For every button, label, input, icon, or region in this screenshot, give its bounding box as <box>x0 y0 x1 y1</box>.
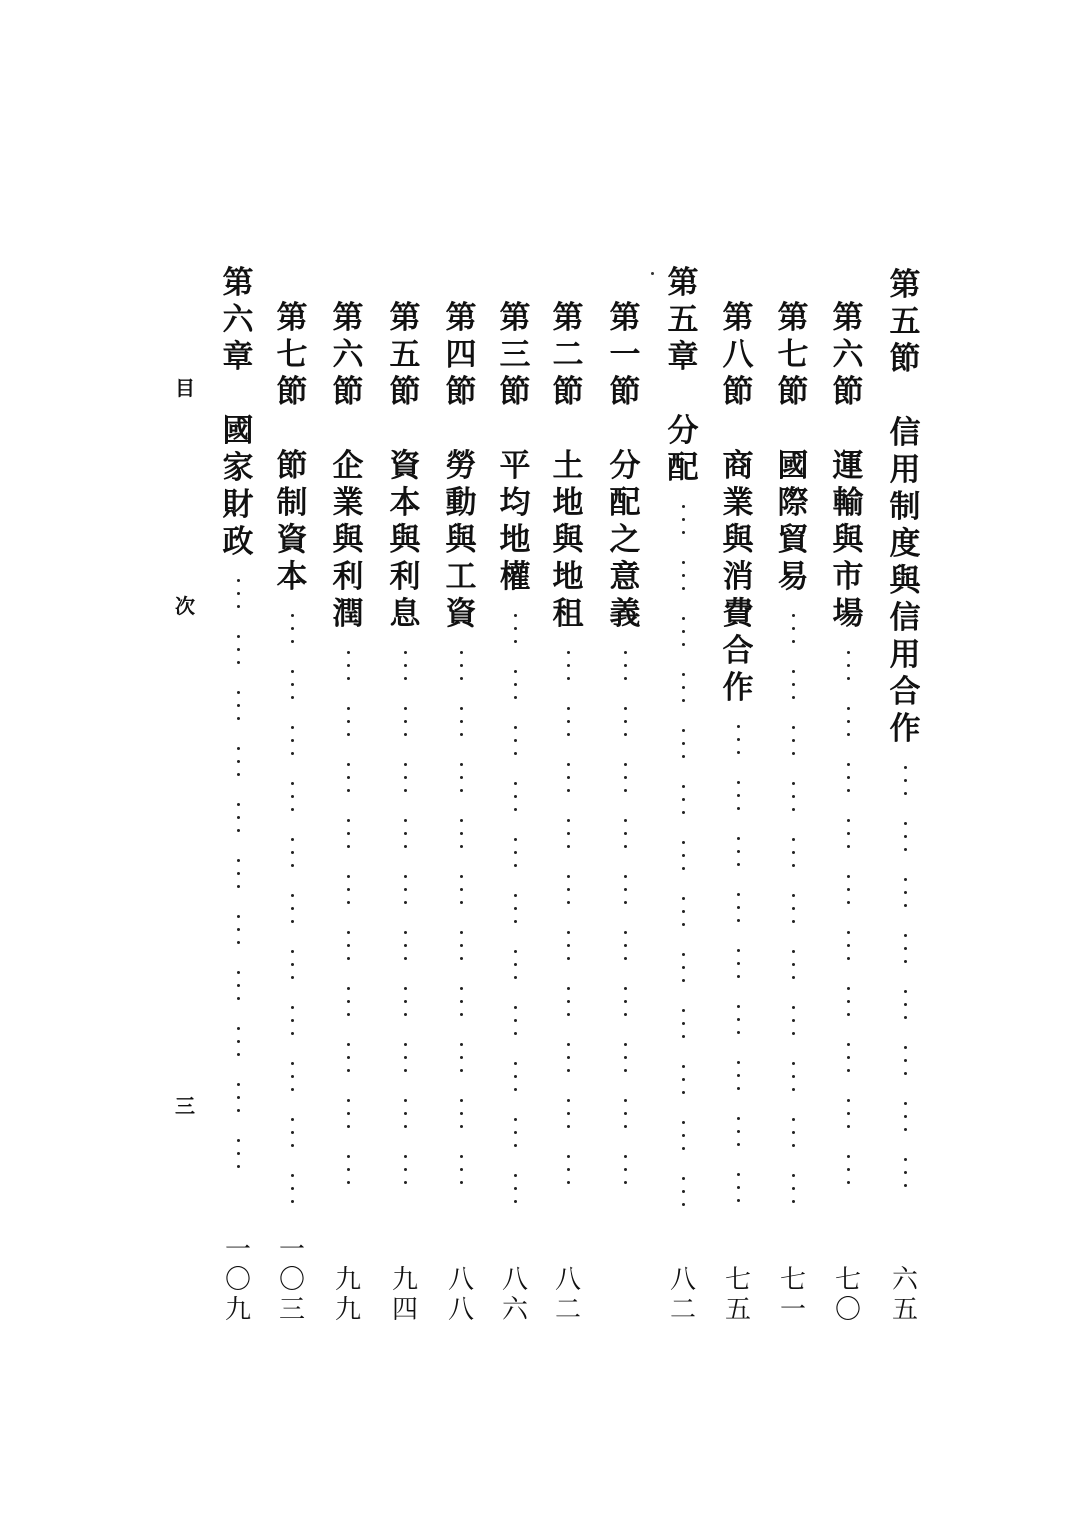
entry-title: 分 配 之 意 義 <box>609 448 641 632</box>
toc-entry-section <box>495 300 535 596</box>
leader-dots <box>548 637 588 1197</box>
entry-title: 企 業 與 利 潤 <box>332 448 364 632</box>
leader-dots <box>218 565 258 1181</box>
leader-dots <box>495 600 535 1216</box>
leader-dots <box>663 491 703 1219</box>
entry-title: 國 際 貿 易 <box>777 448 809 595</box>
leader-dots <box>328 637 368 1197</box>
entry-label: 第 一 節 <box>609 300 641 410</box>
toc-entry-section <box>328 300 368 633</box>
running-head-mu: 目 <box>175 376 195 400</box>
entry-title: 分 配 <box>667 413 699 486</box>
entry-title: 土 地 與 地 租 <box>552 448 584 632</box>
toc-entry-chapter <box>663 265 703 487</box>
entry-label: 第 二 節 <box>552 300 584 410</box>
toc-entry-section <box>773 300 813 596</box>
entry-label: 第 五 節 <box>889 267 921 377</box>
page-number: 一 〇 九 <box>224 1235 251 1325</box>
entry-label: 第 四 節 <box>445 300 477 410</box>
entry-label: 第 五 節 <box>389 300 421 410</box>
entry-label: 第 七 節 <box>777 300 809 410</box>
page-number: 八 二 <box>669 1265 696 1325</box>
running-head-ci: 次 <box>175 594 195 618</box>
page-number: 九 四 <box>391 1265 418 1325</box>
entry-title: 資 本 與 利 息 <box>389 448 421 632</box>
page-number: 一 〇 三 <box>278 1235 305 1325</box>
toc-entry-section <box>605 300 645 633</box>
entry-title: 信 用 制 度 與 信 用 合 作 <box>889 415 921 747</box>
page-number: 八 二 <box>554 1265 581 1325</box>
toc-entry-section <box>272 300 312 596</box>
leader-dots <box>441 637 481 1197</box>
entry-label: 第 八 節 <box>722 300 754 410</box>
entry-title: 商 業 與 消 費 合 作 <box>722 448 754 706</box>
entry-title: 節 制 資 本 <box>276 448 308 595</box>
folio-page-number: 三 <box>175 1094 195 1118</box>
toc-entry-chapter <box>218 265 258 561</box>
leader-dots <box>718 711 758 1215</box>
leader-dots <box>885 752 925 1200</box>
entry-label: 第 六 節 <box>832 300 864 410</box>
toc-entry-section <box>718 300 758 707</box>
stray-mark <box>651 272 654 275</box>
entry-label: 第 三 節 <box>499 300 531 410</box>
leader-dots <box>605 637 645 1197</box>
page-number: 七 一 <box>779 1265 806 1325</box>
entry-label: 第 五 章 <box>667 265 699 375</box>
toc-entry-section <box>441 300 481 633</box>
entry-label: 第 六 章 <box>222 265 254 375</box>
entry-title: 運 輸 與 市 場 <box>832 448 864 632</box>
entry-label: 第 六 節 <box>332 300 364 410</box>
entry-title: 勞 動 與 工 資 <box>445 448 477 632</box>
toc-entry-section <box>885 267 925 748</box>
entry-title: 國 家 財 政 <box>222 413 254 560</box>
toc-entry-section <box>385 300 425 633</box>
page-number: 六 五 <box>891 1265 918 1325</box>
toc-entry-section <box>548 300 588 633</box>
toc-entry-section <box>828 300 868 633</box>
leader-dots <box>828 637 868 1197</box>
leader-dots <box>773 600 813 1216</box>
page-number: 八 八 <box>447 1265 474 1325</box>
page-number: 七 〇 <box>834 1265 861 1325</box>
leader-dots <box>272 600 312 1216</box>
page-number: 八 六 <box>501 1265 528 1325</box>
page-number: 七 五 <box>724 1265 751 1325</box>
entry-label: 第 七 節 <box>276 300 308 410</box>
entry-title: 平 均 地 權 <box>499 448 531 595</box>
leader-dots <box>385 637 425 1197</box>
page-number: 九 九 <box>334 1265 361 1325</box>
